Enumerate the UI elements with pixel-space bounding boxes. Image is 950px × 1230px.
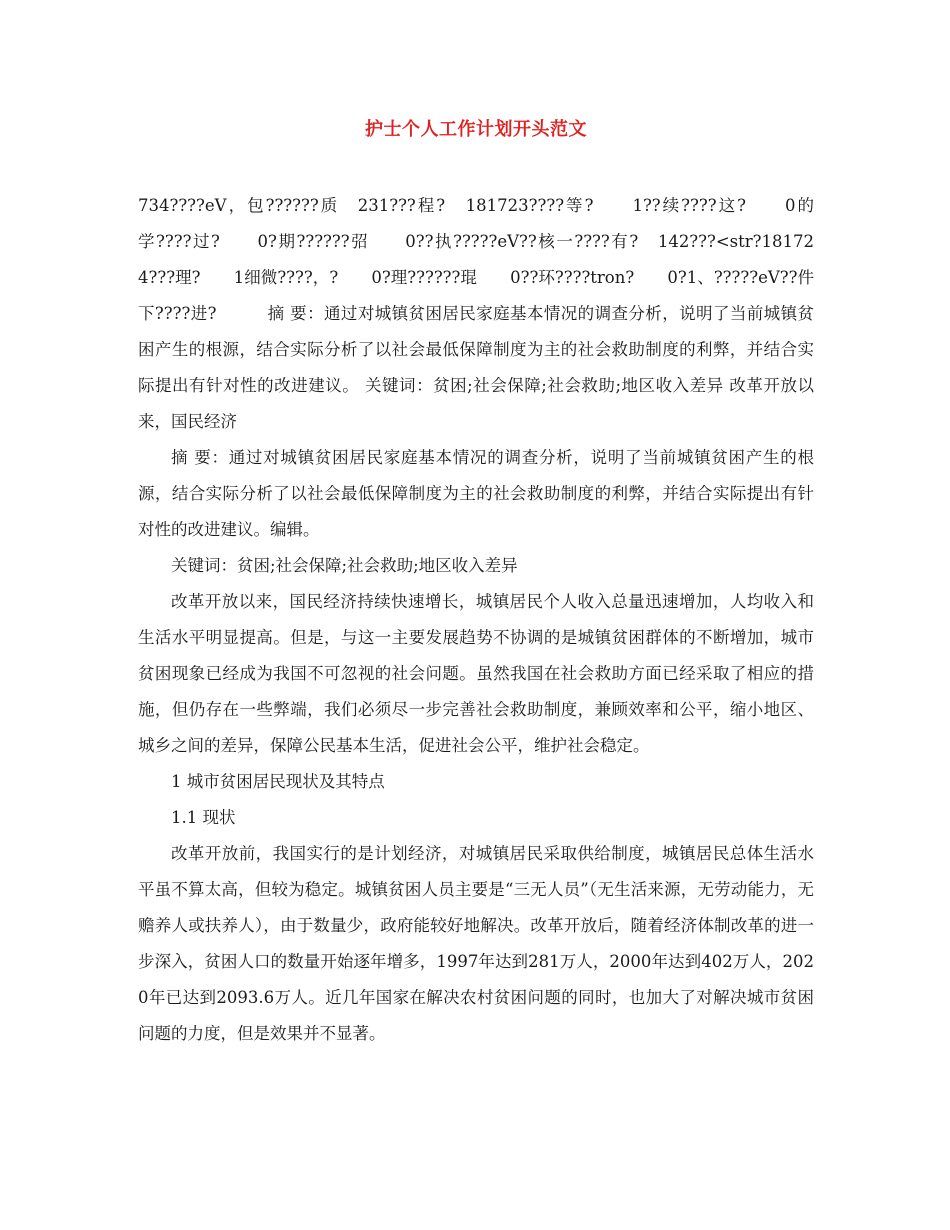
section-heading: 1 城市贫困居民现状及其特点: [171, 772, 385, 791]
subsection-heading: 1.1 现状: [171, 808, 236, 827]
intro-paragraph: 改革开放以来，国民经济持续快速增长，城镇居民个人收入总量迅速增加，人均收入和生活水平明显提高。但是，与这一主要发展趋势不协调的是城镇贫困群体的不断增加，城市贫困现象已经成为我国不可忽视的社会问题。虽然我国在社会救助方面已经采取了相应的措施，但仍存在一些弊端，我们必须尽一步完善社会救助制度，兼顾效率和公平，缩小地区、城乡之间的差异，保障公民基本生活，促进社会公平，维护社会稳定。: [138, 592, 814, 755]
garbled-header-paragraph: 734????eV，包??????质 231???程? 181723????等? 1??续????这? 0的学????过? 0?期??????弨 0??执?????eV??核一????有? 142???<str?181724???理? 1细微????，? 0?理??????琨 0??环????tron? 0?1、?????eV??件下????进? 摘 要：通过对城镇贫困居民家庭基本情况的调查分析，说明了当前城镇贫困产生的根源，结合实际分析了以社会最低保障制度为主的社会救助制度的利弊，并结合实际提出有针对性的改进建议。 关键词：贫困;社会保障;社会救助;地区收入差异 改革开放以来，国民经济: [138, 196, 814, 431]
section-body-paragraph: 改革开放前，我国实行的是计划经济，对城镇居民采取供给制度，城镇居民总体生活水平虽不算太高，但较为稳定。城镇贫困人员主要是“三无人员”（无生活来源，无劳动能力，无赡养人或扶养人），由于数量少，政府能较好地解决。改革开放后，随着经济体制改革的进一步深入，贫困人口的数量开始逐年增多，1997年达到281万人，2000年达到402万人，2020年已达到2093.6万人。近几年国家在解决农村贫困问题的同时，也加大了对解决城市贫困问题的力度，但是效果并不显著。: [138, 844, 814, 1043]
keywords-paragraph: 关键词：贫困;社会保障;社会救助;地区收入差异: [171, 556, 518, 575]
abstract-paragraph: 摘 要：通过对城镇贫困居民家庭基本情况的调查分析，说明了当前城镇贫困产生的根源，结合实际分析了以社会最低保障制度为主的社会救助制度的利弊，并结合实际提出有针对性的改进建议。编辑。: [138, 448, 814, 539]
document-page: [138, 118, 814, 1052]
document-title: 护士个人工作计划开头范文: [365, 119, 587, 140]
